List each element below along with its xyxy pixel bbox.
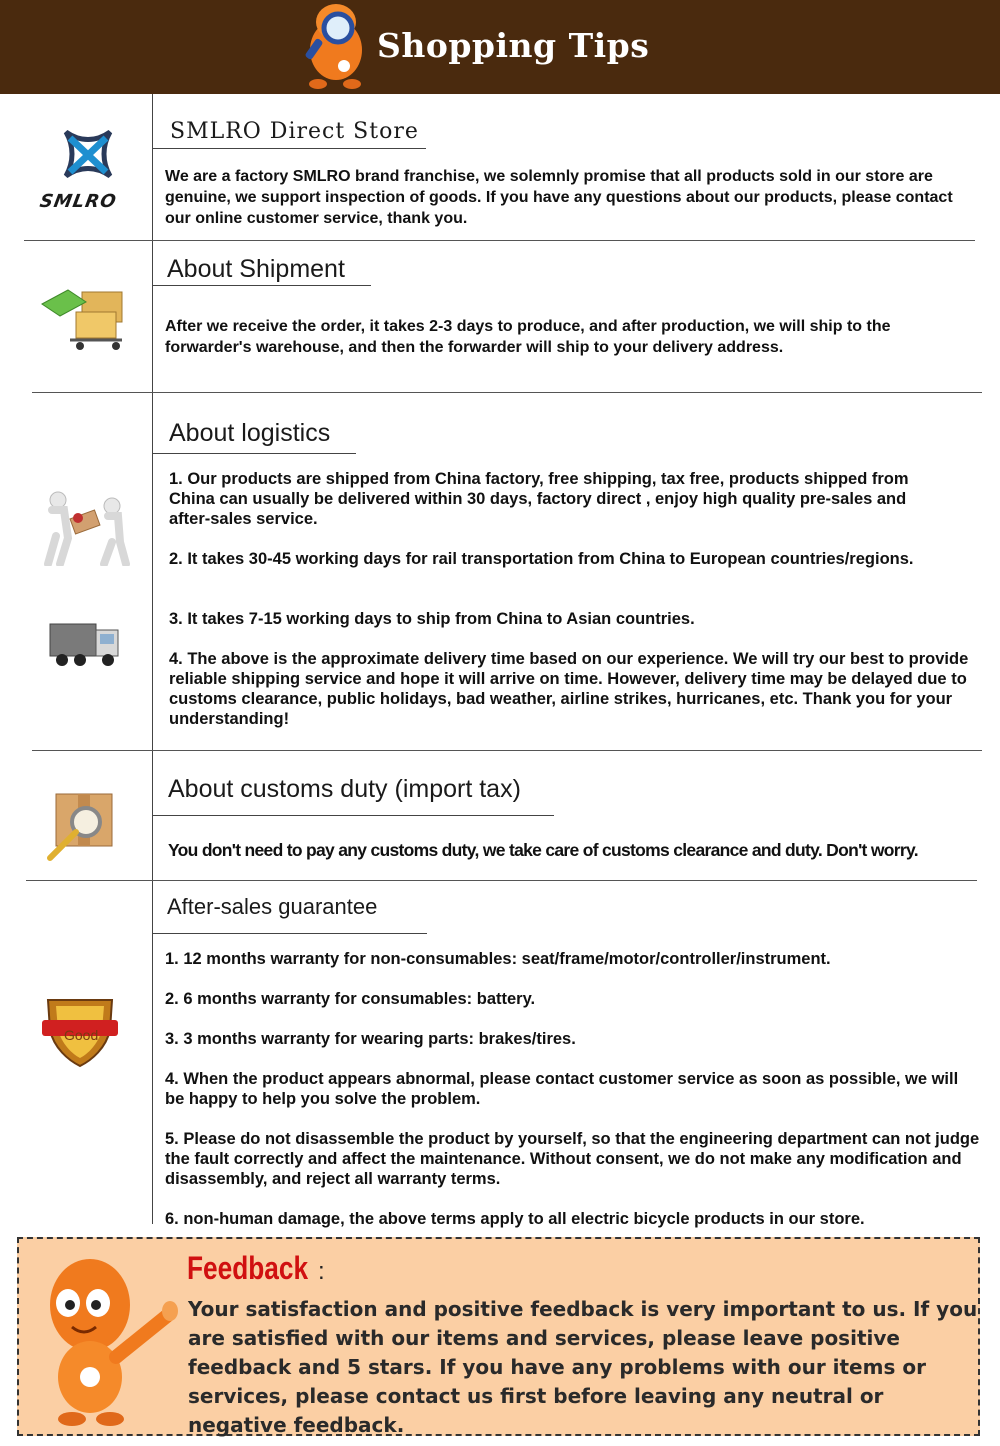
- section-title-logistics: About logistics: [169, 419, 331, 447]
- section-divider: [32, 750, 982, 751]
- feedback-colon: :: [318, 1258, 325, 1285]
- section-divider: [26, 880, 977, 881]
- mascot-magnifier-icon: [298, 0, 376, 94]
- aftersales-item-2: 2. 6 months warranty for consumables: battery.: [165, 990, 536, 1008]
- logistics-item-4: 4. The above is the approximate delivery time based on our experience. We will try our best to provide reliable shipping service and hope it will arrive on time. However, delivery time may be delayed due to customs clearance, public holidays, bad weather, airline strikes, hurricanes, etc. Thank you for your understanding!: [169, 650, 969, 728]
- page-title: Shopping Tips: [377, 26, 650, 65]
- title-underline: [153, 815, 554, 816]
- title-underline: [153, 453, 356, 454]
- truck-icon: [48, 618, 122, 670]
- logistics-item-1: 1. Our products are shipped from China factory, free shipping, tax free, products shipped from China can usually be delivered within 30 days, factory direct , enjoy high quality pre-sales and after-sales service.: [169, 470, 909, 528]
- section-title-shipment: About Shipment: [167, 255, 345, 283]
- package-cart-icon: [40, 280, 130, 352]
- handover-people-icon: [42, 488, 130, 566]
- section-title-store: SMLRO Direct Store: [170, 119, 419, 144]
- store-description: We are a factory SMLRO brand franchise, we solemnly promise that all products sold in our store are genuine, we support inspection of goods. If you have any questions about our products, please contact our online customer service, thank you.: [165, 168, 953, 227]
- section-title-aftersales: After-sales guarantee: [167, 894, 378, 919]
- feedback-title: Feedback: [187, 1250, 309, 1286]
- logistics-item-3: 3. It takes 7-15 working days to ship from China to Asian countries.: [169, 610, 695, 628]
- smlro-logo-icon: [40, 128, 136, 180]
- logistics-item-2: 2. It takes 30-45 working days for rail transportation from China to European countries/regions.: [169, 550, 914, 568]
- section-divider: [24, 240, 975, 241]
- aftersales-item-5: 5. Please do not disassemble the product by yourself, so that the engineering department can not judge the fault correctly and affect the maintenance. Without consent, we do not make any modification and disassembly, and reject all warranty terms.: [165, 1130, 980, 1188]
- aftersales-item-4: 4. When the product appears abnormal, please contact customer service as soon as possible, we will be happy to help you solve the problem.: [165, 1070, 959, 1108]
- aftersales-item-1: 1. 12 months warranty for non-consumables: seat/frame/motor/controller/instrument.: [165, 950, 831, 968]
- section-title-customs: About customs duty (import tax): [168, 775, 521, 803]
- title-underline: [153, 933, 427, 934]
- smlro-logo: [40, 128, 136, 210]
- shipment-description: After we receive the order, it takes 2-3 days to produce, and after production, we will ship to the forwarder's warehouse, and then the forwarder will ship to your delivery address.: [165, 318, 891, 356]
- box-magnifier-icon: [44, 786, 124, 862]
- customs-description: You don't need to pay any customs duty, we take care of customs clearance and duty. Don't worry.: [168, 840, 918, 860]
- aftersales-item-3: 3. 3 months warranty for wearing parts: brakes/tires.: [165, 1030, 576, 1048]
- aftersales-item-6: 6. non-human damage, the above terms apply to all electric bicycle products in our store.: [165, 1210, 865, 1228]
- title-underline: [153, 285, 371, 286]
- good-badge-label: Good: [64, 1027, 99, 1043]
- section-divider: [32, 392, 982, 393]
- mascot-pointing-icon: [28, 1245, 178, 1430]
- logo-wordmark: SMLRO: [38, 191, 119, 212]
- title-underline: [153, 148, 426, 149]
- vertical-divider: [152, 94, 153, 1224]
- feedback-text: Your satisfaction and positive feedback is very important to us. If you are satisfied with our items and services, please leave positive feedback and 5 stars. If you have any problems with our items or services, please contact us first before leaving any neutral or negative feedback.: [188, 1297, 978, 1437]
